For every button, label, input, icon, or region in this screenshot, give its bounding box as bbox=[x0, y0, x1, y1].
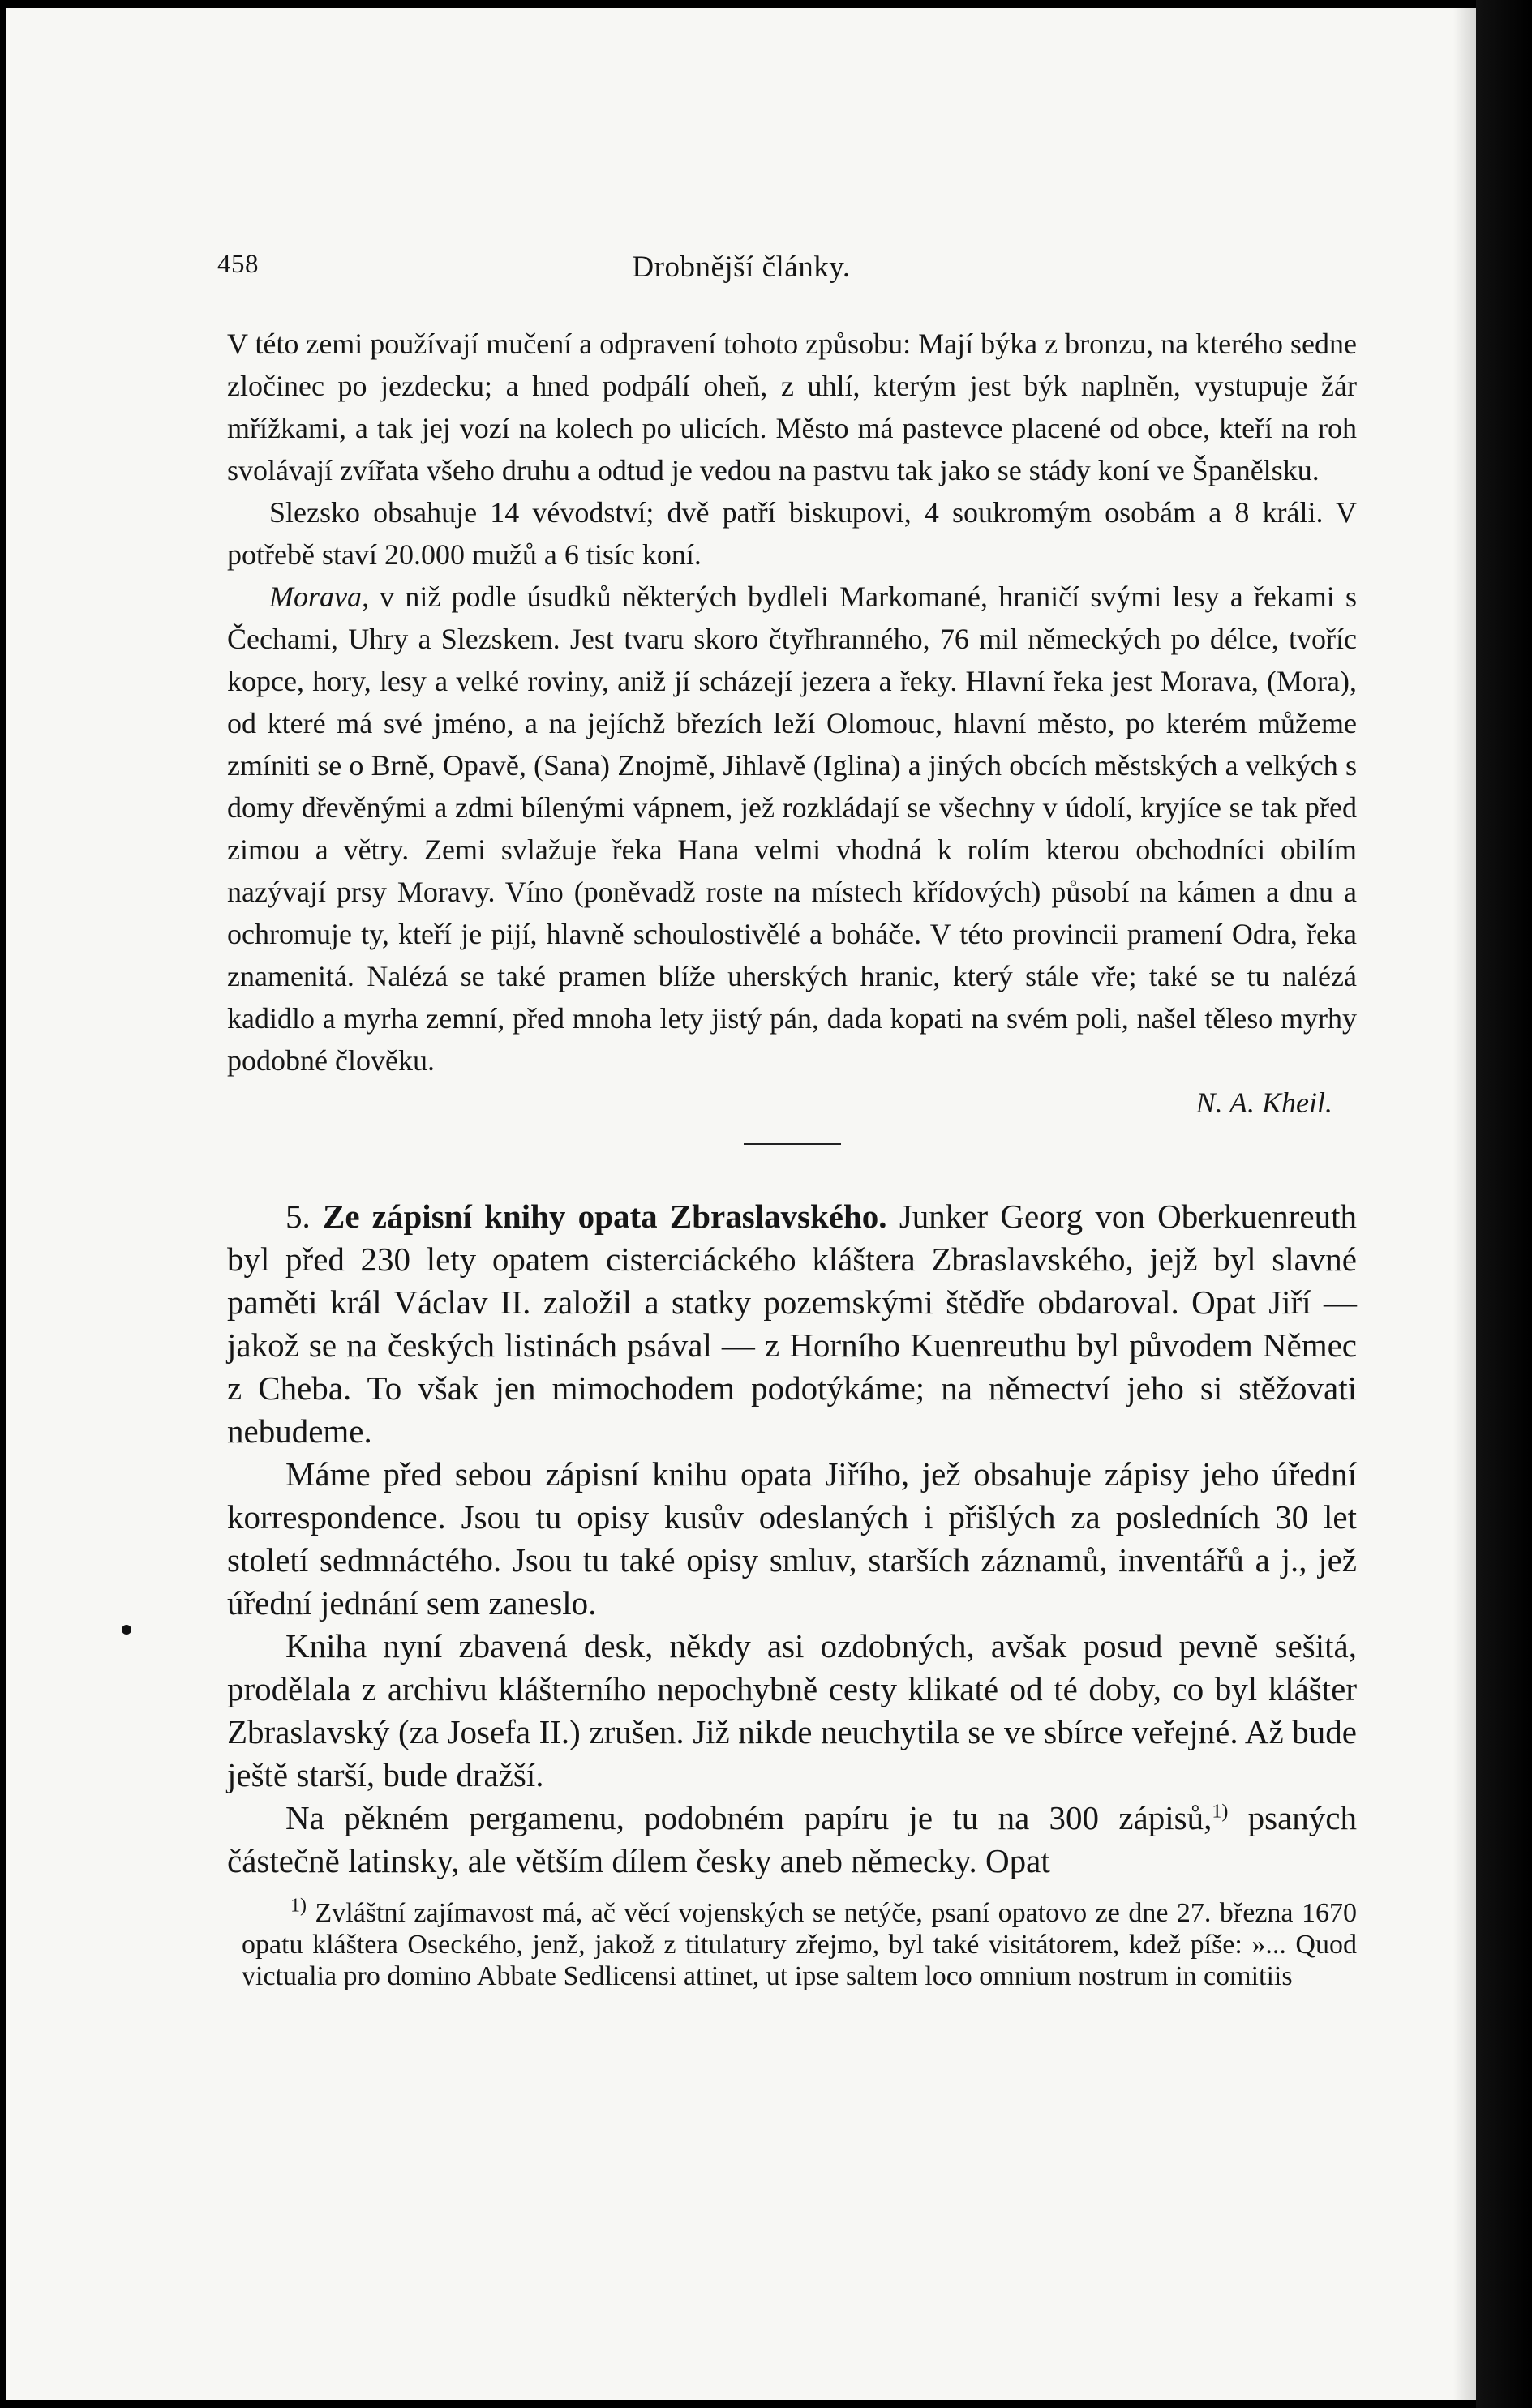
paragraph-text: psaných částečně latinsky, ale větším dílem česky aneb německy. Opat bbox=[227, 1799, 1357, 1879]
paragraph: Kniha nyní zbavená desk, někdy asi ozdobných, avšak posud pevně sešitá, prodělala z archivu klášterního nepochybně cesty klikaté od té doby, co byl klášter Zbraslavský (za Josefa II.) zrušen. Již nikde neuchytila se ve sbírce veřejné. Až bude ještě starší, bude dražší. bbox=[227, 1627, 1357, 1793]
footnote bbox=[242, 1897, 1357, 1992]
footnote-reference: 1) bbox=[1212, 1801, 1229, 1823]
section-5 bbox=[227, 1195, 1357, 1883]
page-header bbox=[6, 250, 1476, 298]
scan-edge bbox=[1476, 0, 1532, 2408]
section-divider bbox=[744, 1143, 841, 1145]
paragraph: Máme před sebou zápisní knihu opata Jiřího, jež obsahuje zápisy jeho úřední korrespondence. Jsou tu opisy kusův odeslaných i přišlých za posledních 30 let století sedmnáctého. Jsou tu také opisy smluv, starších záznamů, inventářů a j., jež úřední jednání sem zaneslo. bbox=[227, 1455, 1357, 1622]
body-text bbox=[227, 323, 1357, 1992]
paragraph: Slezsko obsahuje 14 vévodství; dvě patří biskupovi, 4 soukromým osobám a 8 králi. V potřebě staví 20.000 mužů a 6 tisíc koní. bbox=[227, 496, 1357, 571]
margin-dot-mark bbox=[122, 1625, 131, 1635]
scanned-page bbox=[6, 8, 1476, 2400]
paragraph: V této zemi používají mučení a odpravení tohoto způsobu: Mají býka z bronzu, na kterého sedne zločinec po jezdecku; a hned podpálí oheň, z uhlí, kterým jest býk naplněn, vystupuje žár mřížkami, a tak jej vozí na kolech po ulicích. Město má pastevce placené od obce, kteří na roh svolávají zvířata všeho druhu a odtud je vedou na pastvu tak jako se stády koní ve Španělsku. bbox=[227, 328, 1357, 486]
running-head: Drobnější články. bbox=[632, 251, 851, 284]
paragraph bbox=[227, 576, 1357, 1082]
page-number: 458 bbox=[217, 250, 259, 279]
paragraph-text: Na pěkném pergamenu, podobném papíru je tu na 300 zápisů, bbox=[285, 1799, 1212, 1836]
footnotes bbox=[227, 1897, 1357, 1992]
paragraph bbox=[227, 1797, 1357, 1883]
footnote-text: Zvláštní zajímavost má, ač věcí vojenských se netýče, psaní opatovo ze dne 27. března 1670 opatu kláštera Oseckého, jenž, jakož z titulatury zřejmo, byl také visitátorem, kdež píše: »... Quod victualia pro domino Abbate Sedlicensi attinet, ut ipse saltem loco omnium nostrum in comitiis bbox=[242, 1898, 1357, 1991]
italic-term: Morava, bbox=[269, 581, 369, 613]
article-continuation bbox=[227, 323, 1357, 1145]
section-title: Ze zápisní knihy opata Zbraslavského. bbox=[323, 1198, 887, 1235]
author-signature: N. A. Kheil. bbox=[1195, 1086, 1332, 1119]
paragraph-text: Junker Georg von Oberkuenreuth byl před 230 lety opatem cisterciáckého kláštera Zbraslavského, jejž byl slavné paměti král Václav II. založil a statky pozemskými štědře obdaroval. Opat Jiří — jakož se na českých listinách psával — z Horního Kuenreuthu byl původem Němec z Cheba. To však jen mimochodem podotýkáme; na němectví jeho si stěžovati nebudeme. bbox=[227, 1198, 1357, 1450]
section-number: 5. bbox=[285, 1198, 311, 1235]
footnote-marker: 1) bbox=[290, 1895, 307, 1917]
paragraph-text: v niž podle úsudků některých bydleli Markomané, hraničí svými lesy a řekami s Čechami, Uhry a Slezskem. Jest tvaru skoro čtyřhranného, 76 mil německých po délce, tvoříc kopce, hory, lesy a velké roviny, aniž jí scházejí jezera a řeky. Hlavní řeka jest Morava, (Mora), od které má své jméno, a na jejíchž březích leží Olomouc, hlavní město, po kterém můžeme zmíniti se o Brně, Opavě, (Sana) Znojmě, Jihlavě (Iglina) a jiných obcích městských a velkých s domy dřevěnými a zdmi bílenými vápnem, jež rozkládají se všechny v údolí, kryjíce se tak před zimou a větry. Zemi svlažuje řeka Hana velmi vhodná k rolím kterou obchodníci obilím nazývají prsy Moravy. Víno (poněvadž roste na místech křídových) působí na kámen a dnu a ochromuje ty, kteří je pijí, hlavně schoulostivělé a boháče. V této provincii pramení Odra, řeka znamenitá. Nalézá se také pramen blíže uherských hranic, který stále vře; také se tu nalézá kadidlo a myrha zemní, před mnoha lety jistý pán, dada kopati na svém poli, našel těleso myrhy podobné člověku. bbox=[227, 581, 1357, 1077]
section-title-paragraph bbox=[227, 1195, 1357, 1453]
